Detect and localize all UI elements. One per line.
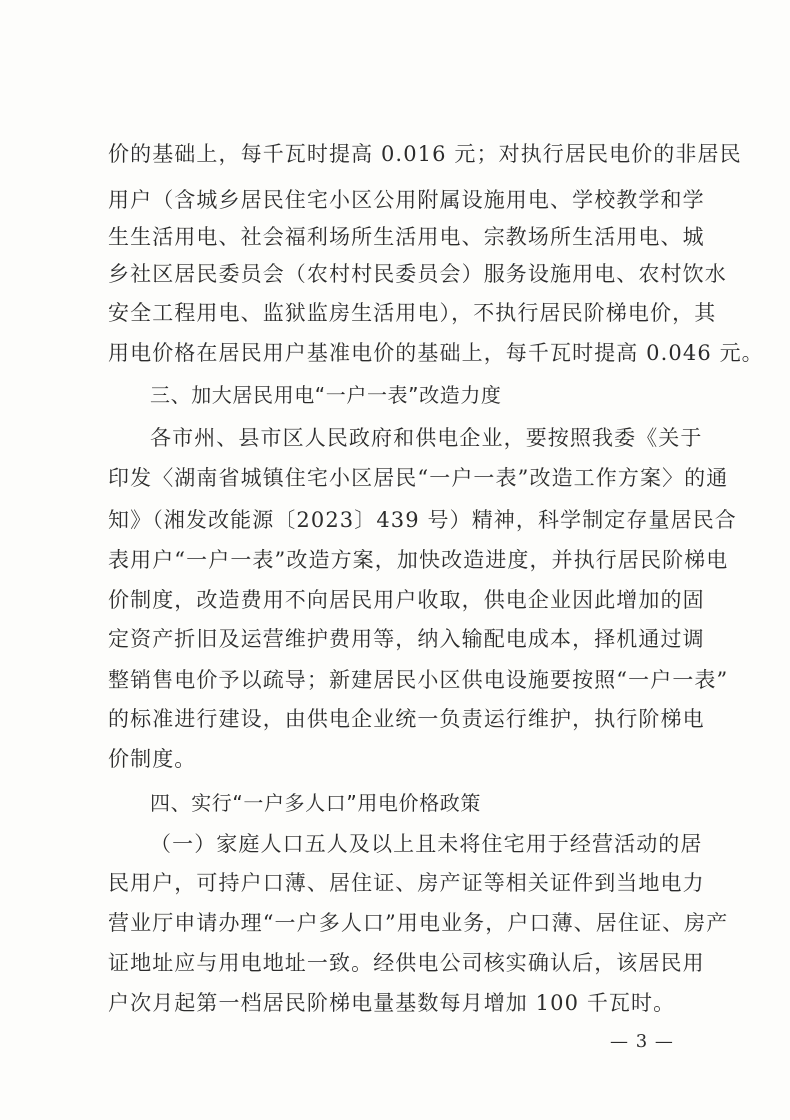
section-heading: 三、加大居民用电“一户一表”改造力度 [150, 383, 502, 407]
page-number: — 3 — [610, 1031, 674, 1052]
text-line: 知》（湘发改能源〔2023〕439 号）精神，科学制定存量居民合 [108, 508, 737, 532]
text-line: 价制度，改造费用不向居民用户收取，供电企业因此增加的固 [108, 588, 705, 612]
section-heading: 四、实行“一户多人口”用电价格政策 [150, 791, 481, 815]
text-line: 定资产折旧及运营维护费用等，纳入输配电成本，择机通过调 [108, 627, 705, 651]
text-line: 各市州、县市区人民政府和供电企业，要按照我委《关于 [150, 426, 703, 450]
text-line: 的标准进行建设，由供电企业统一负责运行维护，执行阶梯电 [108, 707, 705, 731]
text-line: （一）家庭人口五人及以上且未将住宅用于经营活动的居 [150, 832, 703, 856]
text-line: 民用户，可持户口薄、居住证、房产证等相关证件到当地电力 [108, 871, 705, 895]
text-line: 安全工程用电、监狱监房生活用电），不执行居民阶梯电价，其 [108, 301, 717, 325]
text-line: 用户（含城乡居民住宅小区公用附属设施用电、学校教学和学 [108, 188, 705, 212]
text-line: 户次月起第一档居民阶梯电量基数每月增加 100 千瓦时。 [108, 991, 676, 1015]
text-line: 乡社区居民委员会（农村村民委员会）服务设施用电、农村饮水 [108, 262, 727, 286]
text-line: 营业厅申请办理“一户多人口”用电业务，户口薄、居住证、房产 [108, 911, 729, 935]
text-line: 表用户“一户一表”改造方案，加快改造进度，并执行居民阶梯电 [108, 548, 729, 572]
text-line: 价的基础上，每千瓦时提高 0.016 元；对执行居民电价的非居民 [108, 142, 742, 166]
text-line: 价制度。 [108, 747, 197, 771]
text-line: 印发〈湖南省城镇住宅小区居民“一户一表”改造工作方案〉的通 [108, 466, 729, 490]
text-line: 整销售电价予以疏导；新建居民小区供电设施要按照“一户一表” [108, 668, 729, 692]
text-line: 生生活用电、社会福利场所生活用电、宗教场所生活用电、城 [108, 225, 705, 249]
text-line: 用电价格在居民用户基准电价的基础上，每千瓦时提高 0.046 元。 [108, 341, 764, 365]
text-line: 证地址应与用电地址一致。经供电公司核实确认后，该居民用 [108, 951, 705, 975]
